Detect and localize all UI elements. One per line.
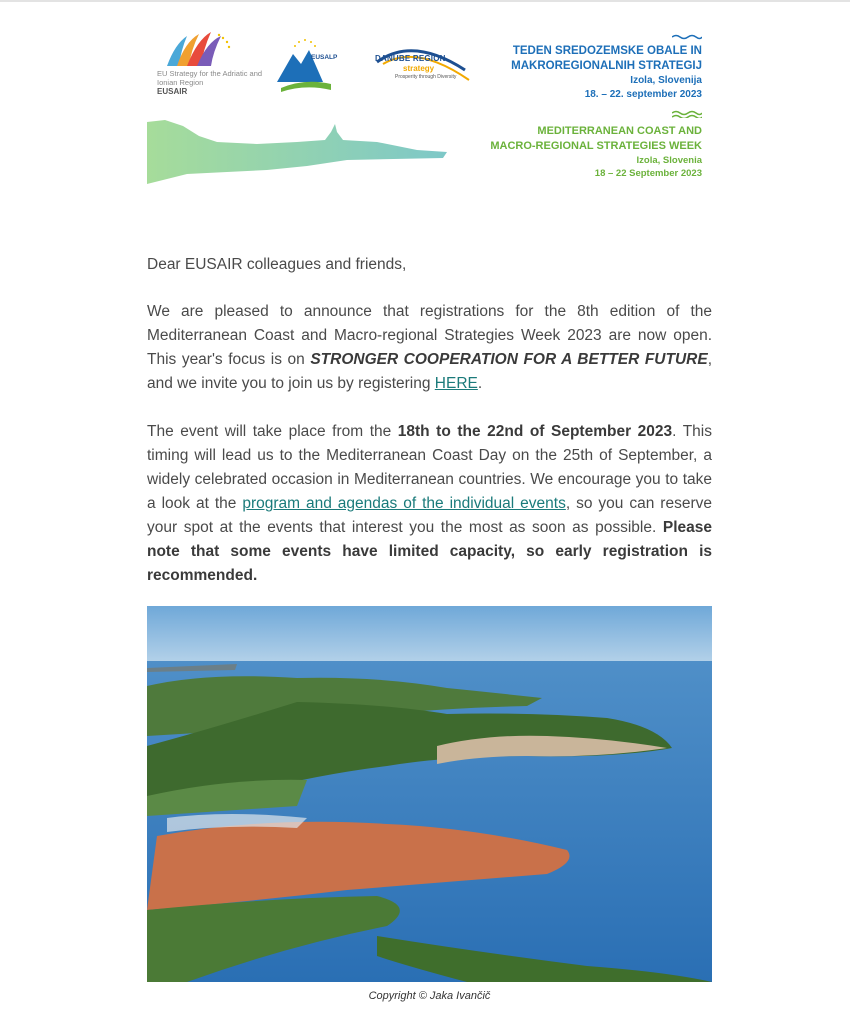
event-en-place: Izola, Slovenia — [636, 155, 702, 166]
waves-icon — [672, 34, 702, 42]
event-en-dates: 18 – 22 September 2023 — [594, 168, 702, 179]
para2-text-b: . This timing will lead us to the Mediterranean Coast Day on the 25th of September, a widely celebrated occasion in Mediterranean countries. We encourage you to take a look at the — [147, 423, 712, 512]
event-title-english — [490, 124, 702, 180]
event-sl-line1: TEDEN SREDOZEMSKE OBALE IN — [512, 45, 702, 57]
danube-strategy: strategy — [403, 64, 435, 73]
para1-text-a: We are pleased to announce that registrations for the 8th edition of the Mediterranean Coast and Macro-regional Strategies Week 2023 are now open. This year's focus is on — [147, 303, 712, 368]
danube-name: DANUBE REGION — [375, 54, 446, 63]
eusair-name: EUSAIR — [157, 87, 188, 96]
focus-phrase: STRONGER COOPERATION FOR A BETTER FUTURE — [310, 351, 708, 368]
eusalp-logo[interactable] — [275, 34, 340, 94]
danube-region-logo[interactable] — [373, 40, 473, 90]
event-sl-dates: 18. – 22. september 2023 — [584, 89, 702, 100]
event-en-line1: MEDITERRANEAN COAST AND — [537, 125, 702, 137]
event-sl-place: Izola, Slovenija — [630, 75, 702, 86]
capacity-note: Please note that some events have limited capacity, so early registration is recommended. — [147, 519, 712, 584]
para1-text-b: , and we invite you to join us by registering — [147, 351, 712, 392]
photo-caption: Copyright © Jaka Ivančič — [368, 990, 491, 1002]
eusair-tagline: EU Strategy for the Adriatic and Ionian Region — [157, 69, 263, 87]
top-divider — [0, 0, 850, 2]
register-here-link[interactable]: HERE — [434, 375, 478, 392]
program-agendas-link[interactable]: program and agendas of the individual events — [242, 495, 566, 512]
announcement-paragraph — [147, 300, 712, 396]
waves-icon — [672, 110, 702, 118]
mountain-icon — [275, 34, 340, 94]
eusair-logo[interactable] — [157, 30, 263, 100]
para2-text-c: , so you can reserve your spot at the events that interest you the most as soon as possible. — [147, 495, 712, 536]
email-header-banner — [147, 30, 712, 190]
event-sl-line2: MAKROREGIONALNIH STRATEGIJ — [511, 60, 702, 72]
event-title-slovenian — [511, 34, 702, 102]
danube-tagline: Prosperity through Diversity — [395, 74, 457, 80]
para1-text-c: . — [477, 375, 483, 392]
event-en-line2: MACRO-REGIONAL STRATEGIES WEEK — [490, 140, 702, 152]
eusalp-name: EUSALP — [311, 54, 338, 61]
event-details-paragraph — [147, 420, 712, 588]
para2-text-a: The event will take place from the — [147, 423, 398, 440]
izola-silhouette-graphic — [147, 118, 447, 188]
izola-coast-photo — [147, 606, 712, 982]
event-dates: 18th to the 22nd of September 2023 — [397, 423, 673, 440]
greeting: Dear EUSAIR colleagues and friends, — [147, 256, 407, 273]
sails-icon — [157, 30, 237, 68]
